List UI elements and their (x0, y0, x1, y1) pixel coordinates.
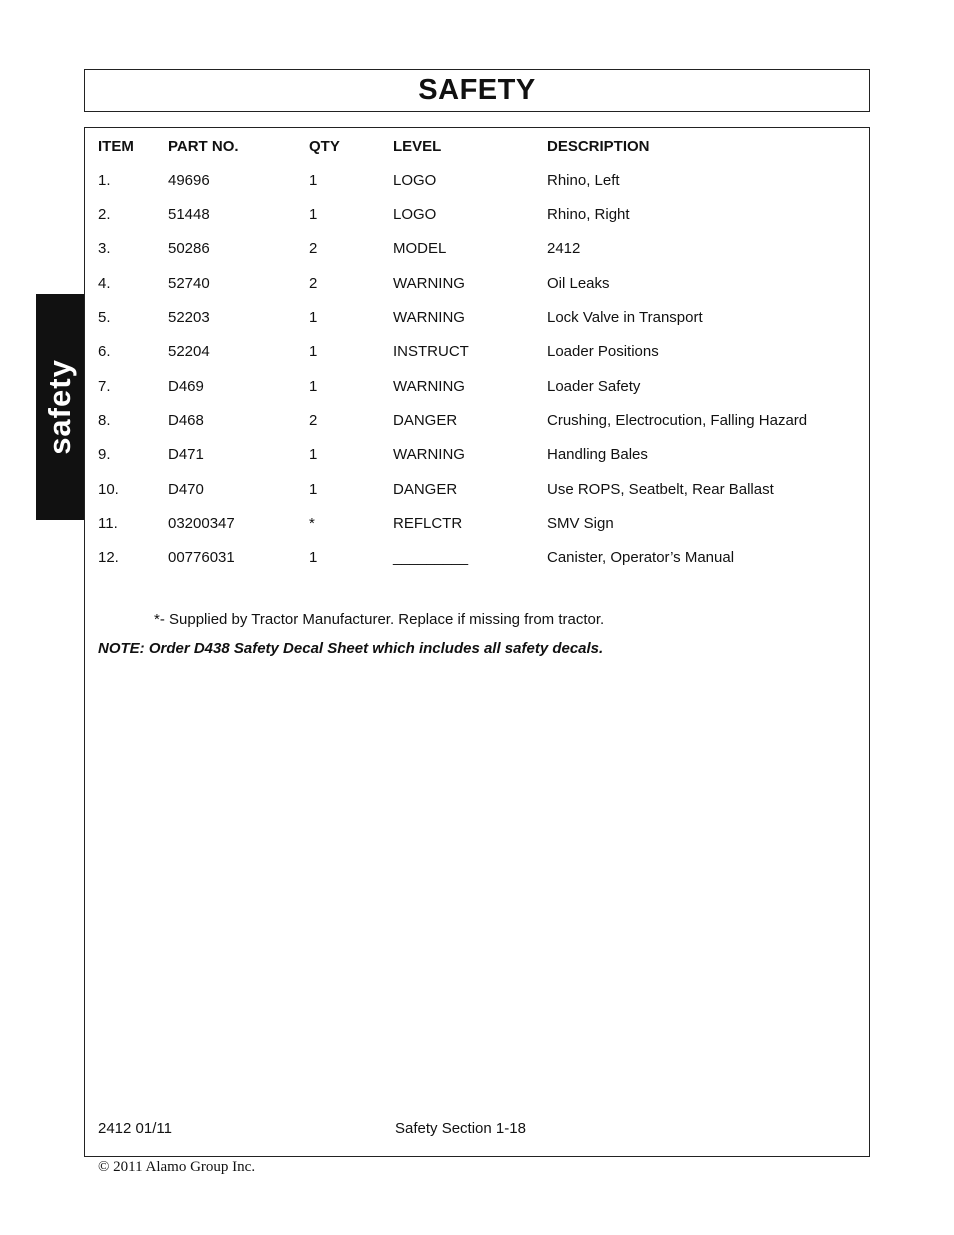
cell-level: WARNING (393, 446, 465, 463)
cell-item: 6. (98, 343, 111, 360)
cell-description: Canister, Operator’s Manual (547, 549, 735, 566)
header-qty: QTY (309, 138, 340, 155)
cell-item: 12. (98, 549, 119, 566)
cell-part-no: 52740 (168, 275, 210, 292)
cell-item: 2. (98, 206, 111, 223)
cell-description: Rhino, Left (547, 172, 620, 189)
table-row (85, 343, 869, 363)
table-row (85, 378, 869, 398)
table-header-row (85, 138, 869, 158)
cell-description: Oil Leaks (547, 275, 610, 292)
table-row (85, 549, 869, 569)
cell-level: WARNING (393, 378, 465, 395)
cell-item: 5. (98, 309, 111, 326)
cell-level: DANGER (393, 412, 458, 429)
cell-level: _________ (393, 549, 469, 566)
table-row (85, 275, 869, 295)
cell-item: 4. (98, 275, 111, 292)
cell-level: LOGO (393, 172, 437, 189)
cell-qty: 1 (309, 378, 318, 395)
header-part-no: PART NO. (168, 138, 239, 155)
table-row (85, 515, 869, 535)
cell-qty: 1 (309, 206, 318, 223)
cell-item: 9. (98, 446, 111, 463)
cell-item: 8. (98, 412, 111, 429)
header-level: LEVEL (393, 138, 442, 155)
cell-description: Loader Safety (547, 378, 641, 395)
cell-part-no: 51448 (168, 206, 210, 223)
cell-part-no: D469 (168, 378, 204, 395)
cell-description: Crushing, Electrocution, Falling Hazard (547, 412, 808, 429)
cell-qty: 2 (309, 275, 318, 292)
cell-part-no: D468 (168, 412, 204, 429)
cell-description: Lock Valve in Transport (547, 309, 703, 326)
cell-description: Handling Bales (547, 446, 648, 463)
cell-part-no: 49696 (168, 172, 210, 189)
header-description: DESCRIPTION (547, 138, 650, 155)
cell-description: Loader Positions (547, 343, 659, 360)
cell-level: INSTRUCT (393, 343, 469, 360)
table-row (85, 240, 869, 260)
table-row (85, 446, 869, 466)
footer-model-date: 2412 01/11 (98, 1120, 172, 1137)
cell-item: 1. (98, 172, 111, 189)
cell-level: WARNING (393, 309, 465, 326)
cell-item: 7. (98, 378, 111, 395)
table-row (85, 309, 869, 329)
table-row (85, 412, 869, 432)
cell-item: 3. (98, 240, 111, 257)
cell-level: DANGER (393, 481, 458, 498)
cell-level: REFLCTR (393, 515, 463, 532)
cell-item: 11. (98, 515, 118, 532)
cell-qty: 2 (309, 412, 318, 429)
table-row (85, 206, 869, 226)
cell-qty: 1 (309, 481, 318, 498)
header-item: ITEM (98, 138, 134, 155)
cell-part-no: 03200347 (168, 515, 235, 532)
content-box (84, 127, 870, 1157)
cell-qty: 1 (309, 343, 318, 360)
cell-qty: 1 (309, 446, 318, 463)
cell-item: 10. (98, 481, 119, 498)
cell-description: Rhino, Right (547, 206, 630, 223)
cell-part-no: D470 (168, 481, 204, 498)
cell-qty: 2 (309, 240, 318, 257)
table-row (85, 172, 869, 192)
cell-description: SMV Sign (547, 515, 614, 532)
decal-sheet-note: NOTE: Order D438 Safety Decal Sheet which includes all safety decals. (98, 640, 604, 657)
cell-description: Use ROPS, Seatbelt, Rear Ballast (547, 481, 774, 498)
cell-level: WARNING (393, 275, 465, 292)
page-title: SAFETY (418, 74, 536, 106)
side-tab-label: safety (42, 359, 78, 455)
footnote: *- Supplied by Tractor Manufacturer. Replace if missing from tractor. (154, 611, 605, 628)
table-row (85, 481, 869, 501)
cell-description: 2412 (547, 240, 581, 257)
cell-level: MODEL (393, 240, 447, 257)
cell-level: LOGO (393, 206, 437, 223)
footer-page-number: Safety Section 1-18 (395, 1120, 526, 1137)
cell-qty: 1 (309, 309, 318, 326)
cell-part-no: 50286 (168, 240, 210, 257)
cell-qty: * (309, 515, 315, 532)
cell-part-no: 00776031 (168, 549, 235, 566)
cell-qty: 1 (309, 172, 318, 189)
cell-part-no: 52203 (168, 309, 210, 326)
page-title-box (84, 69, 870, 112)
section-side-tab (36, 294, 84, 520)
cell-part-no: 52204 (168, 343, 210, 360)
cell-qty: 1 (309, 549, 318, 566)
cell-part-no: D471 (168, 446, 204, 463)
copyright: © 2011 Alamo Group Inc. (98, 1159, 256, 1175)
